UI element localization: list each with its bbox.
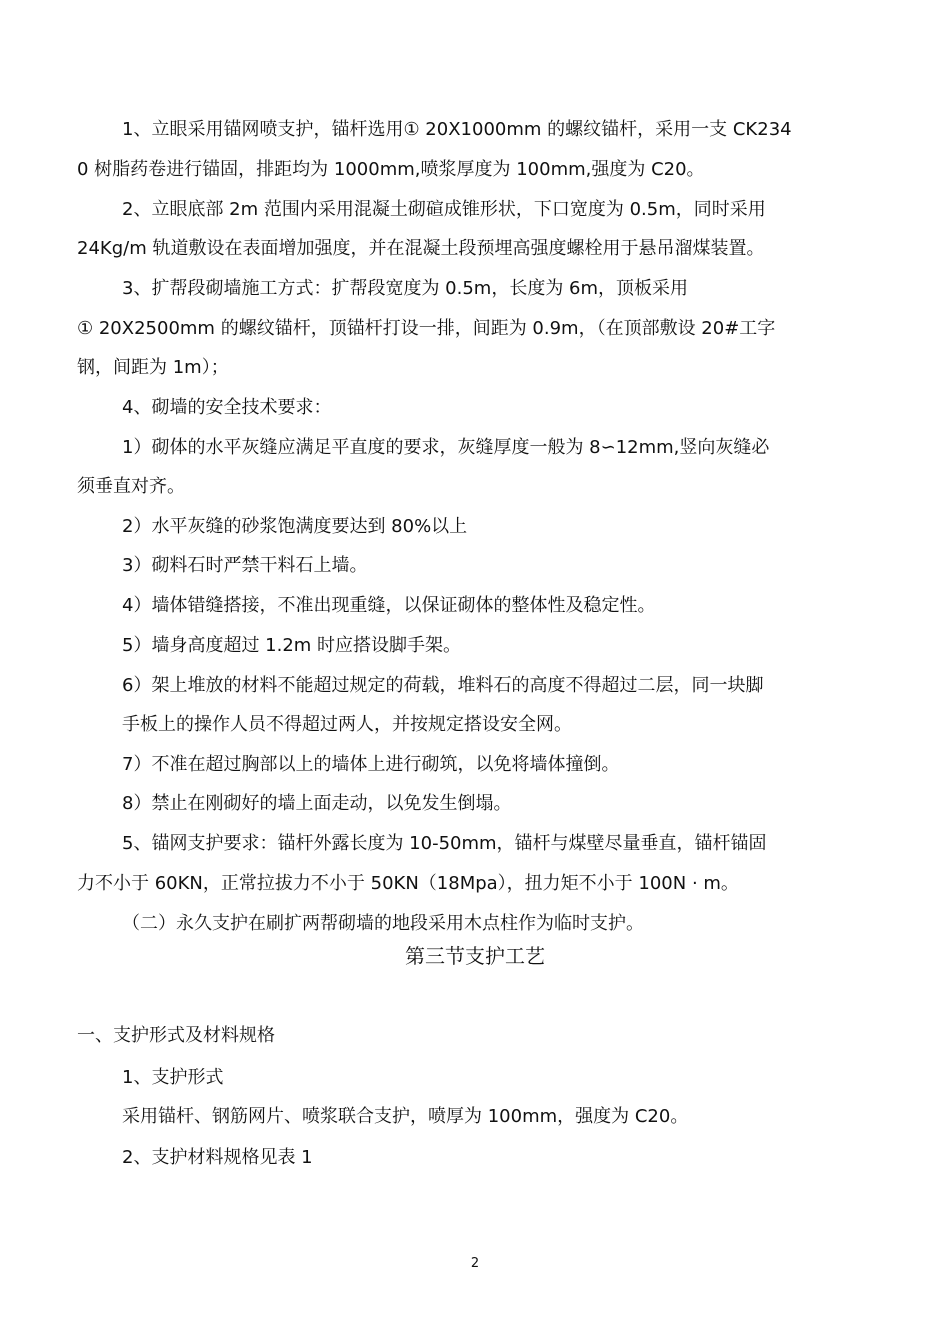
paragraph-line: （二）永久支护在刷扩两帮砌墙的地段采用木点柱作为临时支护。 (122, 913, 644, 934)
paragraph-line: 手板上的操作人员不得超过两人，并按规定搭设安全网。 (122, 714, 572, 735)
paragraph-line: 1）砌体的水平灰缝应满足平直度的要求，灰缝厚度一般为 8∽12mm,竖向灰缝必 (122, 437, 770, 458)
paragraph-line: 3、扩帮段砌墙施工方式：扩帮段宽度为 0.5m，长度为 6m，顶板采用 (122, 278, 689, 299)
paragraph-line: 1、立眼采用锚网喷支护，锚杆选用① 20X1000mm 的螺纹锚杆，采用一支 CK234 (122, 119, 792, 140)
section-heading: 一、支护形式及材料规格 (77, 1025, 275, 1046)
paragraph-line: 4、砌墙的安全技术要求： (122, 397, 332, 418)
page-number: 2 (470, 1256, 480, 1271)
paragraph-line: 4）墙体错缝搭接，不准出现重缝，以保证砌体的整体性及稳定性。 (122, 595, 656, 616)
paragraph-line: 2）水平灰缝的砂浆饱满度要达到 80%以上 (122, 516, 468, 537)
paragraph-line: 钢，间距为 1m）； (77, 357, 229, 378)
subheading: 1、支护形式 (122, 1067, 224, 1088)
paragraph-line: 5）墙身高度超过 1.2m 时应搭设脚手架。 (122, 635, 462, 656)
section-title: 第三节支护工艺 (405, 944, 545, 968)
paragraph-line: 6）架上堆放的材料不能超过规定的荷载，堆料石的高度不得超过二层，同一块脚 (122, 675, 764, 696)
subheading: 2、支护材料规格见表 1 (122, 1147, 313, 1168)
paragraph-line: 7）不准在超过胸部以上的墙体上进行砌筑，以免将墙体撞倒。 (122, 754, 620, 775)
paragraph-line: 力不小于 60KN，正常拉拔力不小于 50KN（18Mpa），扭力矩不小于 100N · m。 (77, 873, 739, 894)
paragraph-line: 3）砌料石时严禁干料石上墙。 (122, 555, 368, 576)
paragraph-line: 2、立眼底部 2m 范围内采用混凝土砌碹成锥形状，下口宽度为 0.5m，同时采用 (122, 199, 766, 220)
paragraph-line: 须垂直对齐。 (77, 476, 185, 497)
paragraph-line: 0 树脂药卷进行锚固，排距均为 1000mm,喷浆厚度为 100mm,强度为 C20。 (77, 159, 705, 180)
paragraph-line: 5、锚网支护要求：锚杆外露长度为 10-50mm，锚杆与煤壁尽量垂直，锚杆锚固 (122, 833, 767, 854)
paragraph-line: ① 20X2500mm 的螺纹锚杆，顶锚杆打设一排，间距为 0.9m，（在顶部敷设 20#工字 (77, 318, 776, 339)
paragraph-line: 8）禁止在刚砌好的墙上面走动，以免发生倒塌。 (122, 793, 512, 814)
paragraph-line: 采用锚杆、钢筋网片、喷浆联合支护，喷厚为 100mm，强度为 C20。 (122, 1106, 689, 1127)
paragraph-line: 24Kg/m 轨道敷设在表面增加强度，并在混凝土段预埋高强度螺栓用于悬吊溜煤装置。 (77, 238, 765, 259)
